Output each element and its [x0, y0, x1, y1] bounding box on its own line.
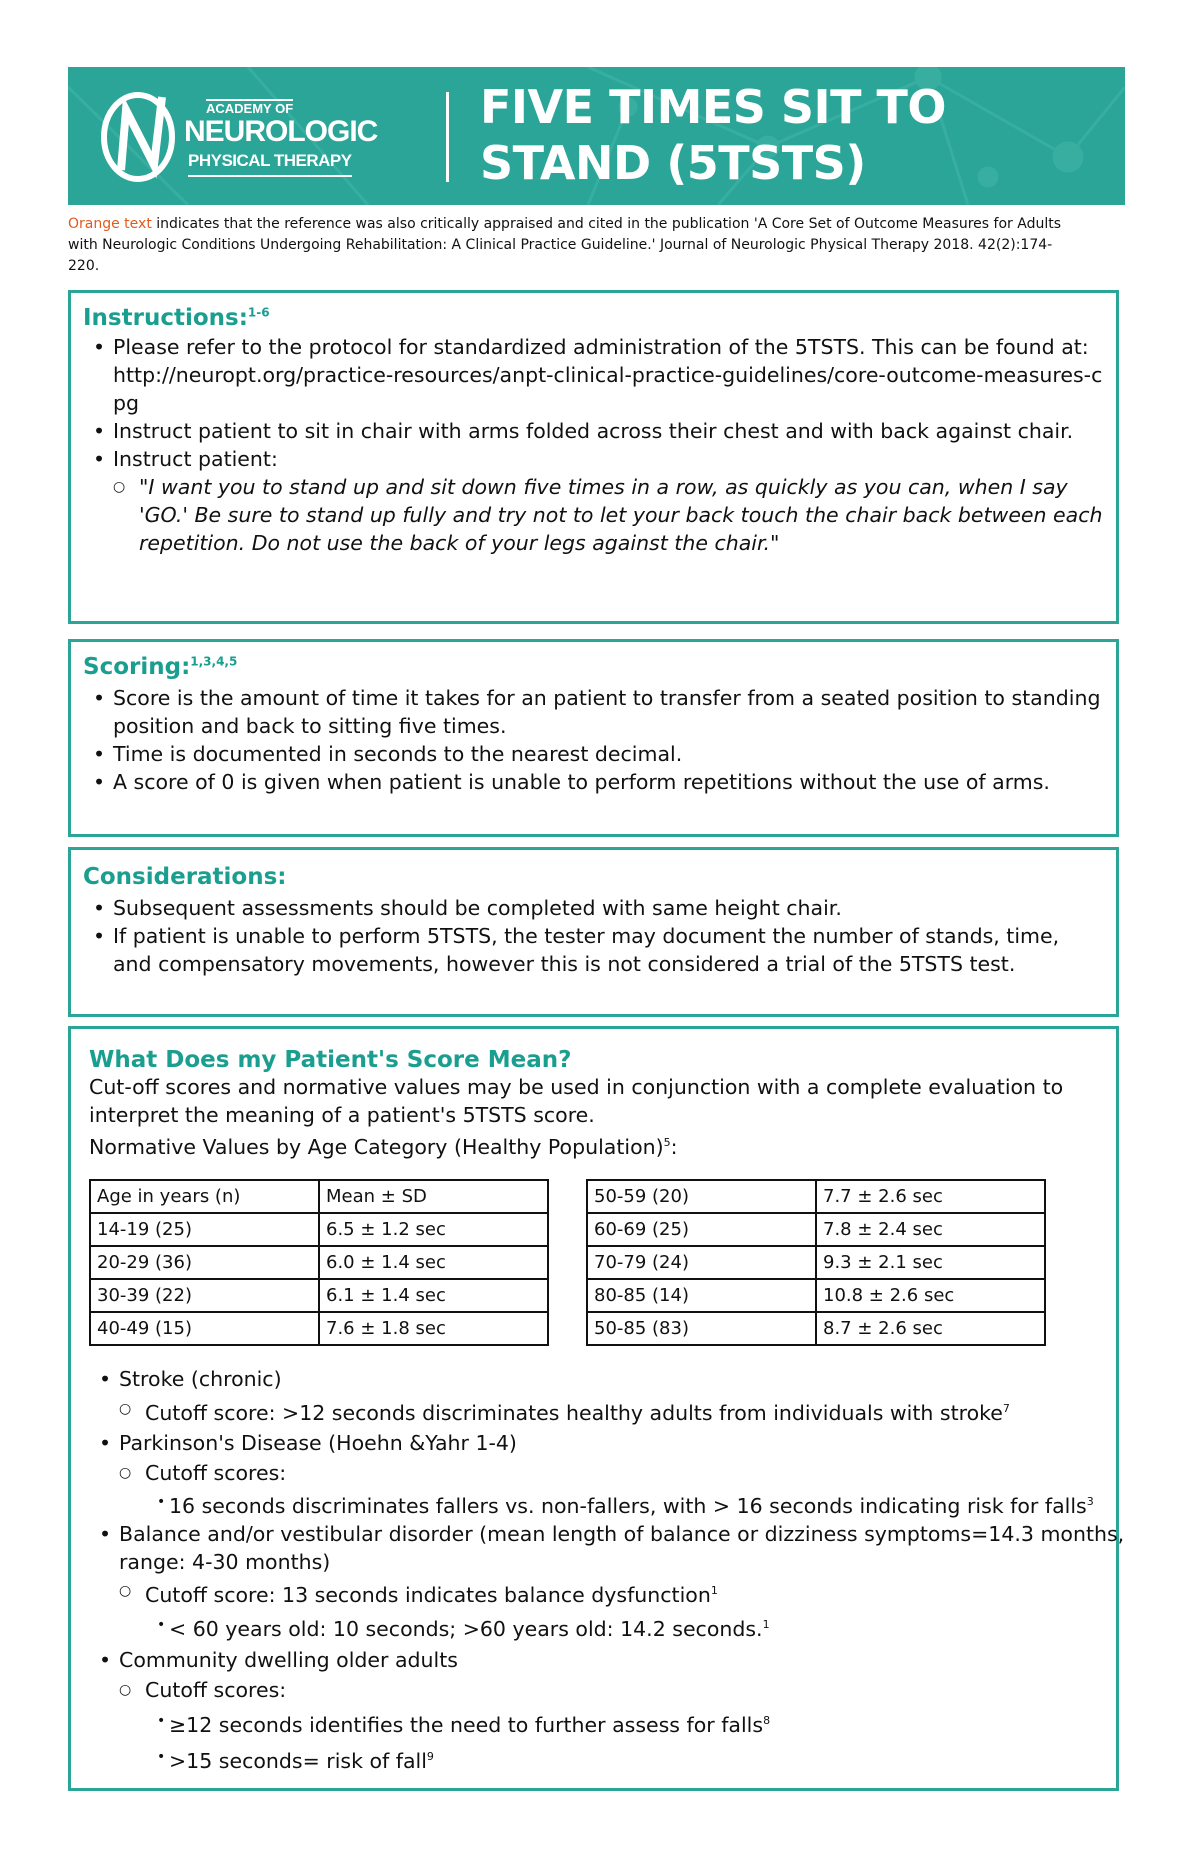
table-row [587, 1279, 1045, 1312]
intro-text: Cut-off scores and normative values may be used in conjunction with a complete evaluation to interpret the meaning of a patient's 5TSTS score. [89, 1075, 1064, 1127]
title-line1: FIVE TIMES SIT TO [480, 80, 947, 134]
anpt-logo [96, 85, 456, 189]
text-span: < 60 years old: 10 seconds; >60 years old: 14.2 seconds. [169, 1617, 763, 1642]
section-heading [83, 654, 1104, 680]
table-cell: 6.0 ± 1.4 sec [319, 1246, 548, 1279]
orange-text-label: Orange text [68, 216, 152, 232]
table-cell: 7.8 ± 2.4 sec [816, 1213, 1045, 1246]
logo-line3: PHYSICAL THERAPY [188, 151, 352, 177]
list-item: • Instruct patient: [113, 445, 1104, 473]
table-cell: 70-79 (24) [587, 1246, 816, 1279]
reference-note [68, 214, 1068, 277]
logo-line1: ACADEMY OF [206, 101, 294, 116]
table-cell: Age in years (n) [90, 1180, 319, 1213]
note-text: indicates that the reference was also critically appraised and cited in the publication 'A Core Set of Outcome Measures for Adults with Neurologic Conditions Undergoing Rehabilitation: A Clinical Practice Guideline.' Journal of Neurologic Physical Therapy 2018. 42(2):174-220. [68, 216, 1062, 274]
list-item: ○ Cutoff scores: [119, 1458, 1129, 1488]
text-span: Normative Values by Age Category (Healthy Population) [89, 1134, 664, 1159]
table-cell: 6.1 ± 1.4 sec [319, 1279, 548, 1312]
list-item [119, 1394, 1129, 1428]
table-cell: 50-85 (83) [587, 1312, 816, 1345]
logo-n-mark [96, 85, 186, 185]
text-span: 7 [1002, 1402, 1010, 1415]
table-row [90, 1213, 548, 1246]
table-row [90, 1180, 548, 1213]
normative-label [89, 1129, 1100, 1161]
table-cell: 7.7 ± 2.6 sec [816, 1180, 1045, 1213]
list-item: ○ Cutoff scores: [119, 1675, 1129, 1705]
list-item: • A score of 0 is given when patient is unable to perform repetitions without the use of arms. [113, 768, 1104, 796]
list-item [119, 1576, 1129, 1610]
text-span: 9 [426, 1750, 434, 1764]
text-span: 1-6 [247, 305, 270, 320]
table-row [90, 1246, 548, 1279]
cutoff-list [89, 1364, 1129, 1777]
table-cell: 80-85 (14) [587, 1279, 816, 1312]
text-span: 3 [1086, 1494, 1094, 1508]
section-heading [83, 305, 1104, 331]
table-cell: 7.6 ± 1.8 sec [319, 1312, 548, 1345]
table-row [587, 1246, 1045, 1279]
list-item: • Stroke (chronic) [119, 1364, 1129, 1394]
text-span: 1 [710, 1583, 718, 1597]
title-line2: STAND (5TSTS) [480, 136, 866, 190]
list-item: • Score is the amount of time it takes for an patient to transfer from a seated position to standing position and back to sitting five times. [113, 684, 1104, 740]
list-item [119, 1488, 1129, 1520]
table-cell: 20-29 (36) [90, 1246, 319, 1279]
text-span: ≥12 seconds identifies the need to further assess for falls [169, 1713, 764, 1738]
list-item [119, 1705, 1129, 1741]
normative-table-left [89, 1179, 549, 1346]
list-item: • Instruct patient to sit in chair with arms folded across their chest and with back against chair. [113, 417, 1104, 445]
list-item: • Subsequent assessments should be completed with same height chair. [113, 894, 1104, 922]
text-span: Cutoff score: >12 seconds discriminates healthy adults from individuals with stroke [145, 1400, 1003, 1425]
logo-line2: NEUROLOGIC [184, 115, 378, 148]
text-span: 1,3,4,5 [190, 654, 238, 669]
text-span: 1 [762, 1618, 770, 1632]
table-row [587, 1180, 1045, 1213]
list-item: • Parkinson's Disease (Hoehn &Yahr 1-4) [119, 1428, 1129, 1458]
table-cell: 9.3 ± 2.1 sec [816, 1246, 1045, 1279]
table-cell: 30-39 (22) [90, 1279, 319, 1312]
table-cell: Mean ± SD [319, 1180, 548, 1213]
table-cell: 60-69 (25) [587, 1213, 816, 1246]
table-row [90, 1312, 548, 1345]
list-item: • Community dwelling older adults [119, 1645, 1129, 1675]
text-span: 16 seconds discriminates fallers vs. non-fallers, with > 16 seconds indicating risk for falls [169, 1493, 1087, 1518]
table-cell: 10.8 ± 2.6 sec [816, 1279, 1045, 1312]
table-cell: 40-49 (15) [90, 1312, 319, 1345]
text-span: Cutoff score: 13 seconds indicates balance dysfunction [145, 1582, 711, 1607]
table-cell: 14-19 (25) [90, 1213, 319, 1246]
text-span: Scoring: [83, 654, 191, 680]
table-row [90, 1279, 548, 1312]
list-item: • Balance and/or vestibular disorder (mean length of balance or dizziness symptoms=14.3 months, range: 4-30 months) [119, 1520, 1129, 1576]
table-cell: 50-59 (20) [587, 1180, 816, 1213]
list-item [113, 333, 1104, 417]
text-span: : [670, 1134, 678, 1159]
considerations-section [68, 847, 1119, 1017]
table-cell: 6.5 ± 1.2 sec [319, 1213, 548, 1246]
text-span: >15 seconds= risk of fall [169, 1748, 427, 1773]
normative-table-right [586, 1179, 1046, 1346]
instruction-quote: ○ "I want you to stand up and sit down five times in a row, as quickly as you can, when I say 'GO.' Be sure to stand up fully and try not to let your back touch the chair back between each repetition. Do not use the back of your legs against the chair." [113, 473, 1104, 557]
header-divider [446, 92, 449, 182]
score-meaning-section [68, 1026, 1125, 1791]
list-item [119, 1741, 1129, 1777]
text-span: Instructions: [83, 305, 248, 331]
section-heading: Considerations: [83, 864, 287, 890]
table-row [587, 1213, 1045, 1246]
page-title [480, 79, 946, 191]
list-item [119, 1609, 1129, 1645]
scoring-section [68, 639, 1119, 837]
section-heading: What Does my Patient's Score Mean? [89, 1047, 572, 1073]
protocol-link[interactable]: http://neuropt.org/practice-resources/anpt-clinical-practice-guidelines/core-outcome-measures-cpg [113, 363, 1103, 415]
instructions-section [68, 290, 1119, 624]
text-span: Please refer to the protocol for standardized administration of the 5TSTS. This can be found at: [113, 335, 1089, 359]
header-banner [68, 67, 1125, 205]
text-span: 8 [763, 1714, 771, 1728]
text-span: 5 [663, 1136, 671, 1149]
table-cell: 8.7 ± 2.6 sec [816, 1312, 1045, 1345]
table-row [587, 1312, 1045, 1345]
list-item: • If patient is unable to perform 5TSTS, the tester may document the number of stands, time, and compensatory movements, however this is not considered a trial of the 5TSTS test. [113, 922, 1104, 978]
list-item: • Time is documented in seconds to the nearest decimal. [113, 740, 1104, 768]
